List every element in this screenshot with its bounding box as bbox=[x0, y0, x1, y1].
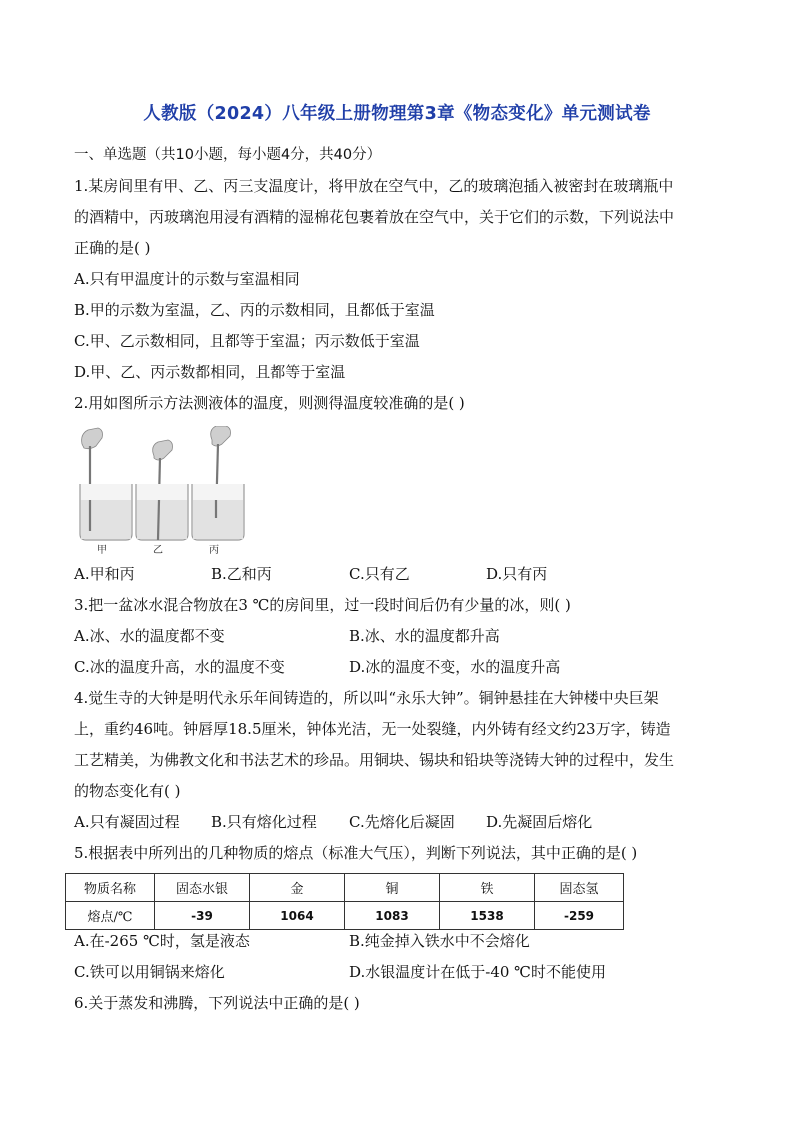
question-4-option-d: D.先凝固后熔化 bbox=[486, 813, 593, 831]
hand-icon bbox=[153, 440, 173, 460]
question-3-option-d: D.冰的温度不变，水的温度升高 bbox=[349, 658, 561, 676]
question-4-stem-line-4: 的物态变化有( ) bbox=[74, 782, 181, 800]
page-title: 人教版（2024）八年级上册物理第3章《物态变化》单元测试卷 bbox=[143, 104, 651, 124]
table-cell: -39 bbox=[155, 902, 250, 930]
section-heading: 一、单选题（共10小题，每小题4分，共40分） bbox=[74, 147, 382, 163]
melting-point-table bbox=[65, 873, 624, 930]
question-3-option-a: A.冰、水的温度都不变 bbox=[74, 627, 225, 645]
figure-label-jia: 甲 bbox=[97, 545, 107, 556]
question-1-stem-line-3: 正确的是( ) bbox=[74, 239, 151, 257]
question-3-option-c: C.冰的温度升高，水的温度不变 bbox=[74, 658, 285, 676]
question-4-stem-line-3: 工艺精美，为佛教文化和书法艺术的珍品。用铜块、锡块和铅块等浇铸大钟的过程中，发生 bbox=[74, 751, 675, 769]
question-5-option-c: C.铁可以用铜锅来熔化 bbox=[74, 963, 225, 981]
question-4-stem-line-1: 4.觉生寺的大钟是明代永乐年间铸造的，所以叫“永乐大钟”。铜钟悬挂在大钟楼中央巨架 bbox=[74, 689, 659, 707]
table-cell: -259 bbox=[535, 902, 624, 930]
figure-label-bing: 丙 bbox=[209, 545, 219, 556]
question-2-stem: 2.用如图所示方法测液体的温度，则测得温度较准确的是( ) bbox=[74, 394, 465, 412]
hand-icon bbox=[82, 428, 103, 449]
question-5-option-a: A.在-265 ℃时，氢是液态 bbox=[74, 932, 250, 950]
table-cell: 固态氢 bbox=[535, 874, 624, 902]
question-3-stem: 3.把一盆冰水混合物放在3 ℃的房间里，过一段时间后仍有少量的冰，则( ) bbox=[74, 596, 571, 614]
question-5-option-d: D.水银温度计在低于-40 ℃时不能使用 bbox=[349, 963, 606, 981]
table-row bbox=[66, 902, 624, 930]
question-4-option-b: B.只有熔化过程 bbox=[211, 813, 317, 831]
table-cell: 1083 bbox=[345, 902, 440, 930]
table-cell: 固态水银 bbox=[155, 874, 250, 902]
question-1-stem-line-1: 1.某房间里有甲、乙、丙三支温度计，将甲放在空气中，乙的玻璃泡插入被密封在玻璃瓶中 bbox=[74, 177, 674, 195]
question-3-option-b: B.冰、水的温度都升高 bbox=[349, 627, 500, 645]
table-cell: 物质名称 bbox=[66, 874, 155, 902]
table-header-row bbox=[66, 874, 624, 902]
table-cell: 金 bbox=[250, 874, 345, 902]
question-2-option-a: A.甲和丙 bbox=[74, 565, 135, 583]
table-cell: 1064 bbox=[250, 902, 345, 930]
figure-label-yi: 乙 bbox=[153, 545, 163, 556]
question-2-option-d: D.只有丙 bbox=[486, 565, 548, 583]
question-2-option-c: C.只有乙 bbox=[349, 565, 410, 583]
question-4-option-a: A.只有凝固过程 bbox=[74, 813, 180, 831]
table-cell: 熔点/℃ bbox=[66, 902, 155, 930]
table-cell: 铁 bbox=[440, 874, 535, 902]
question-5-stem: 5.根据表中所列出的几种物质的熔点（标准大气压），判断下列说法，其中正确的是( ) bbox=[74, 844, 638, 862]
question-1-option-c: C.甲、乙示数相同，且都等于室温；丙示数低于室温 bbox=[74, 332, 420, 350]
question-1-option-b: B.甲的示数为室温，乙、丙的示数相同，且都低于室温 bbox=[74, 301, 435, 319]
table-cell: 铜 bbox=[345, 874, 440, 902]
question-1-option-d: D.甲、乙、丙示数都相同，且都等于室温 bbox=[74, 363, 346, 381]
table-cell: 1538 bbox=[440, 902, 535, 930]
question-5-option-b: B.纯金掉入铁水中不会熔化 bbox=[349, 932, 530, 950]
question-4-option-c: C.先熔化后凝固 bbox=[349, 813, 455, 831]
question-6-stem: 6.关于蒸发和沸腾，下列说法中正确的是( ) bbox=[74, 994, 360, 1012]
question-1-stem-line-2: 的酒精中，丙玻璃泡用浸有酒精的湿棉花包裹着放在空气中，关于它们的示数，下列说法中 bbox=[74, 208, 675, 226]
thermometer-beaker-figure bbox=[76, 426, 246, 556]
hand-icon bbox=[211, 426, 231, 446]
question-4-stem-line-2: 上，重约46吨。钟唇厚18.5厘米，钟体光洁，无一处裂缝，内外铸有经文约23万字，铸造 bbox=[74, 720, 671, 738]
question-2-option-b: B.乙和丙 bbox=[211, 565, 272, 583]
question-1-option-a: A.只有甲温度计的示数与室温相同 bbox=[74, 270, 300, 288]
